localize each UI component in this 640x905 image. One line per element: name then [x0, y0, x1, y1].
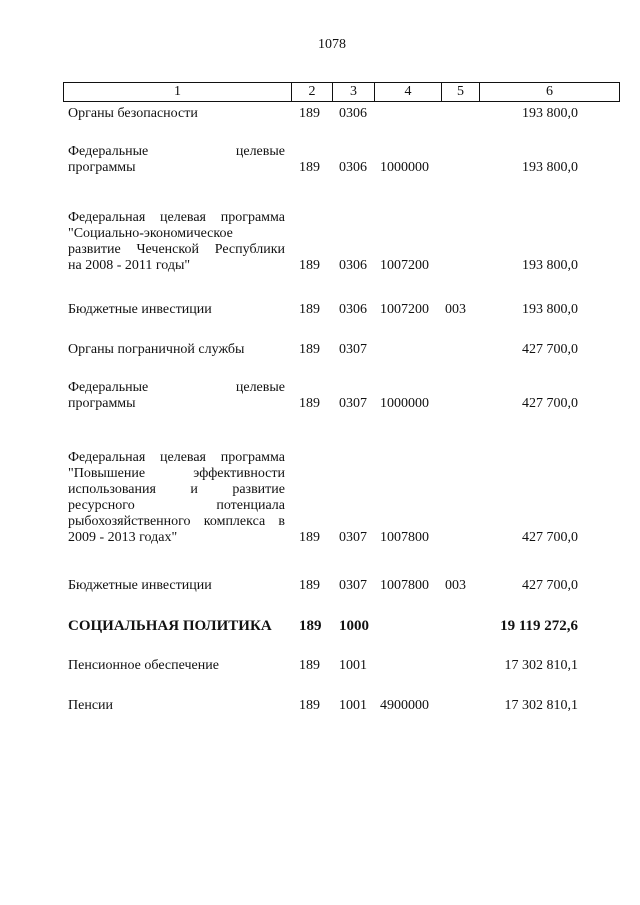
row-code-4: 4900000: [380, 698, 429, 713]
row-code-3: 0307: [339, 396, 367, 411]
row-code-5: 003: [445, 578, 466, 593]
row-name: [68, 210, 285, 274]
row-name: [68, 450, 285, 546]
row-name: [68, 106, 285, 122]
row-name-line: Пенсионное обеспечение: [68, 658, 219, 673]
column-header-4: 4: [375, 83, 442, 102]
row-name-line: рыбохозяйственного комплекса в: [68, 514, 285, 529]
row-code-4: 1000000: [380, 160, 429, 175]
row-name-line: Федеральные целевые: [68, 380, 285, 395]
row-amount: 193 800,0: [522, 302, 578, 317]
row-code-2: 189: [299, 530, 320, 545]
row-code-2: 189: [299, 618, 322, 634]
row-name-line: Бюджетные инвестиции: [68, 302, 212, 317]
row-name: [68, 342, 285, 358]
page-number: 1078: [318, 37, 346, 52]
row-name-line: Федеральные целевые: [68, 144, 285, 159]
row-code-3: 0306: [339, 302, 367, 317]
column-header-6: 6: [480, 83, 620, 102]
row-amount: 193 800,0: [522, 258, 578, 273]
row-code-4: 1007800: [380, 530, 429, 545]
row-name-line: "Повышение эффективности: [68, 466, 285, 481]
column-header-1: 1: [64, 83, 292, 102]
row-name-line: ресурсного потенциала: [68, 498, 285, 513]
row-amount: 427 700,0: [522, 396, 578, 411]
column-header-3: 3: [333, 83, 375, 102]
row-name: [68, 698, 285, 714]
row-code-2: 189: [299, 342, 320, 357]
row-amount: 17 302 810,1: [504, 658, 578, 673]
row-code-3: 1000: [339, 618, 369, 634]
row-name-line: Бюджетные инвестиции: [68, 578, 212, 593]
row-amount: 193 800,0: [522, 160, 578, 175]
column-header-2: 2: [292, 83, 333, 102]
row-amount: 427 700,0: [522, 530, 578, 545]
row-amount: 427 700,0: [522, 342, 578, 357]
row-code-2: 189: [299, 160, 320, 175]
row-name-line: на 2008 - 2011 годы": [68, 258, 191, 273]
row-code-4: 1007200: [380, 258, 429, 273]
row-code-3: 1001: [339, 658, 367, 673]
row-amount: 427 700,0: [522, 578, 578, 593]
row-name-line: "Социально-экономическое: [68, 226, 233, 241]
row-code-3: 0307: [339, 530, 367, 545]
row-name-line: программы: [68, 396, 136, 411]
row-code-4: 1007800: [380, 578, 429, 593]
row-name-line: развитие Чеченской Республики: [68, 242, 285, 257]
row-amount: 193 800,0: [522, 106, 578, 121]
row-code-2: 189: [299, 396, 320, 411]
row-name-line: использования и развитие: [68, 482, 285, 497]
row-code-2: 189: [299, 658, 320, 673]
row-name-line: Федеральная целевая программа: [68, 210, 285, 225]
row-name-line: 2009 - 2013 годах": [68, 530, 178, 545]
row-name: [68, 578, 285, 594]
row-code-3: 0306: [339, 258, 367, 273]
row-code-3: 0307: [339, 342, 367, 357]
row-code-3: 0306: [339, 106, 367, 121]
row-code-3: 1001: [339, 698, 367, 713]
row-name: [68, 380, 285, 412]
row-code-2: 189: [299, 302, 320, 317]
row-amount: 19 119 272,6: [500, 618, 578, 634]
row-name-line: Пенсии: [68, 698, 114, 713]
row-name-line: Федеральная целевая программа: [68, 450, 285, 465]
row-code-2: 189: [299, 698, 320, 713]
row-code-2: 189: [299, 106, 320, 121]
row-code-2: 189: [299, 258, 320, 273]
row-name: [68, 302, 285, 318]
row-code-4: 1000000: [380, 396, 429, 411]
row-name-line: Органы безопасности: [68, 106, 198, 121]
row-code-4: 1007200: [380, 302, 429, 317]
row-name-line: программы: [68, 160, 136, 175]
row-code-3: 0307: [339, 578, 367, 593]
column-header-5: 5: [442, 83, 480, 102]
row-code-3: 0306: [339, 160, 367, 175]
row-name-line: СОЦИАЛЬНАЯ ПОЛИТИКА: [68, 618, 272, 634]
row-code-2: 189: [299, 578, 320, 593]
row-name: [68, 658, 285, 674]
row-amount: 17 302 810,1: [504, 698, 578, 713]
row-name: [68, 618, 285, 634]
row-name-line: Органы пограничной службы: [68, 342, 245, 357]
row-code-5: 003: [445, 302, 466, 317]
row-name: [68, 144, 285, 176]
